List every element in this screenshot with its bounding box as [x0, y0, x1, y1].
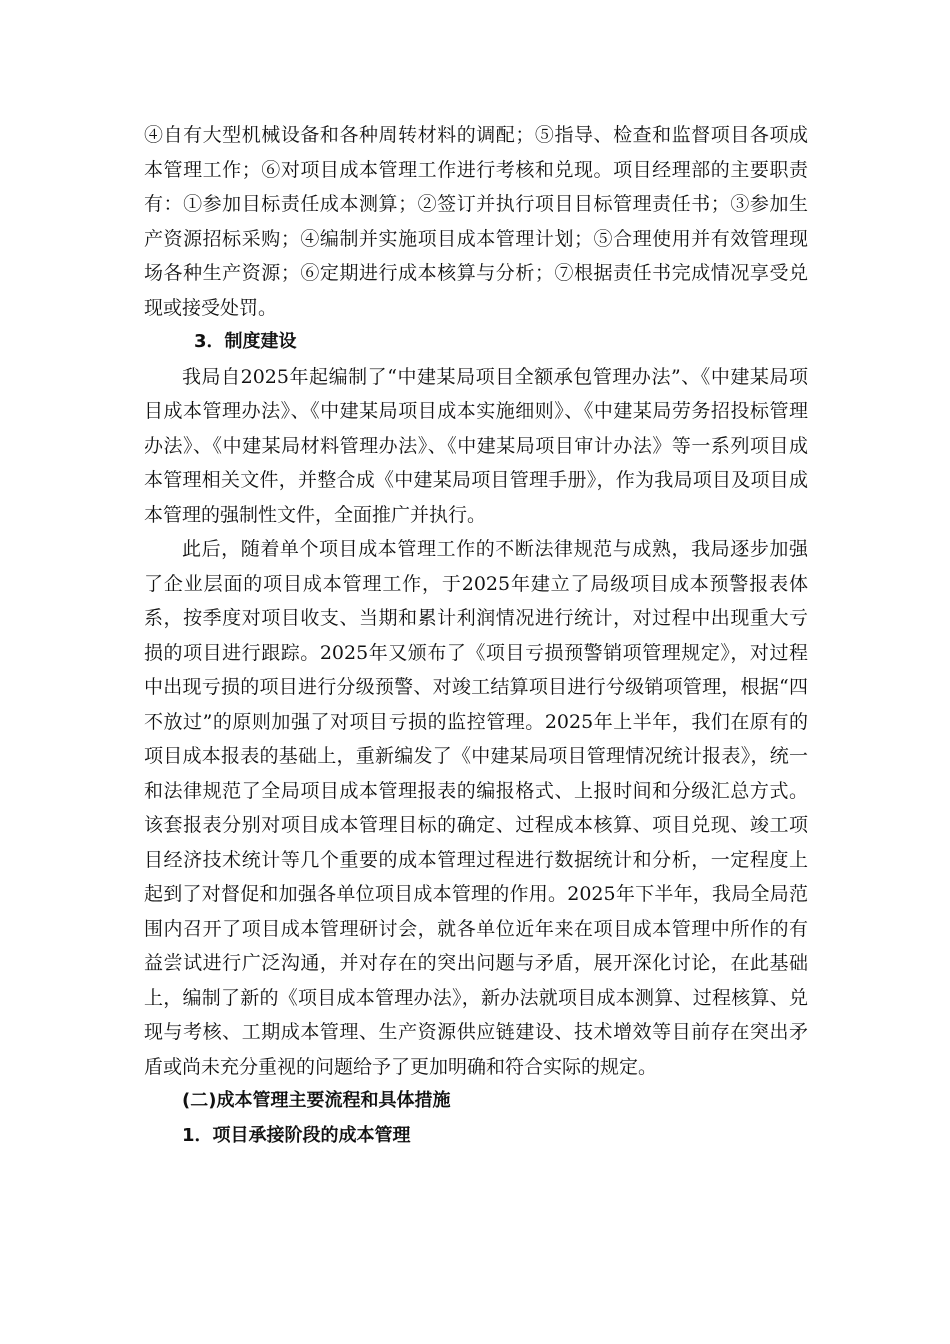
heading-system-construction: 3．制度建设: [194, 331, 297, 352]
paragraph-responsibilities: ④自有大型机械设备和各种周转材料的调配；⑤指导、检查和监督项目各项成本管理工作；⑥对项目成本管理工作进行考核和兑现。项目经理部的主要职责有：①参加目标责任成本测算；②签订并执行项目目标管理责任书；③参加生产资源招标采购；④编制并实施项目成本管理计划；⑤合理使用并有效管理现场各种生产资源；⑥定期进行成本核算与分析；⑦根据责任书完成情况享受兑现或接受处罚。: [144, 124, 808, 319]
heading-main-process: (二)成本管理主要流程和具体措施: [182, 1090, 451, 1111]
heading-project-acceptance-stage: 1．项目承接阶段的成本管理: [182, 1124, 411, 1146]
paragraph-system-documents: 我局自2025年起编制了“中建某局项目全额承包管理办法”、《中建某局项目成本管理办法》、《中建某局项目成本实施细则》、《中建某局劳务招投标管理办法》、《中建某局材料管理办法》、《中建某局项目审计办法》等一系列项目成本管理相关文件，并整合成《中建某局项目管理手册》，作为我局项目及项目成本管理的强制性文件，全面推广并执行。: [144, 365, 808, 526]
paragraph-cost-management-development: 此后，随着单个项目成本管理工作的不断法律规范与成熟，我局逐步加强了企业层面的项目成本管理工作，于2025年建立了局级项目成本预警报表体系，按季度对项目收支、当期和累计利润情况进行统计，对过程中出现重大亏损的项目进行跟踪。2025年又颁布了《项目亏损预警销项管理规定》，对过程中出现亏损的项目进行分级预警、对竣工结算项目进行兮级销项管理，根据“四不放过”的原则加强了对项目亏损的监控管理。2025年上半年，我们在原有的项目成本报表的基础上，重新编发了《中建某局项目管理情况统计报表》，统一和法律规范了全局项目成本管理报表的编报格式、上报时间和分级汇总方式。该套报表分别对项目成本管理目标的确定、过程成本核算、项目兑现、竣工项目经济技术统计等几个重要的成本管理过程进行数据统计和分析，一定程度上起到了对督促和加强各单位项目成本管理的作用。2025年下半年，我局全局范围内召开了项目成本管理研讨会，就各单位近年来在项目成本管理中所作的有益尝试进行广泛沟通，并对存在的突出问题与矛盾，展开深化讨论，在此基础上，编制了新的《项目成本管理办法》，新办法就项目成本测算、过程核算、兑现与考核、工期成本管理、生产资源供应链建设、技术增效等目前存在突出矛盾或尚未充分重视的问题给予了更加明确和符合实际的规定。: [144, 538, 808, 1078]
document-body: [144, 118, 808, 1153]
